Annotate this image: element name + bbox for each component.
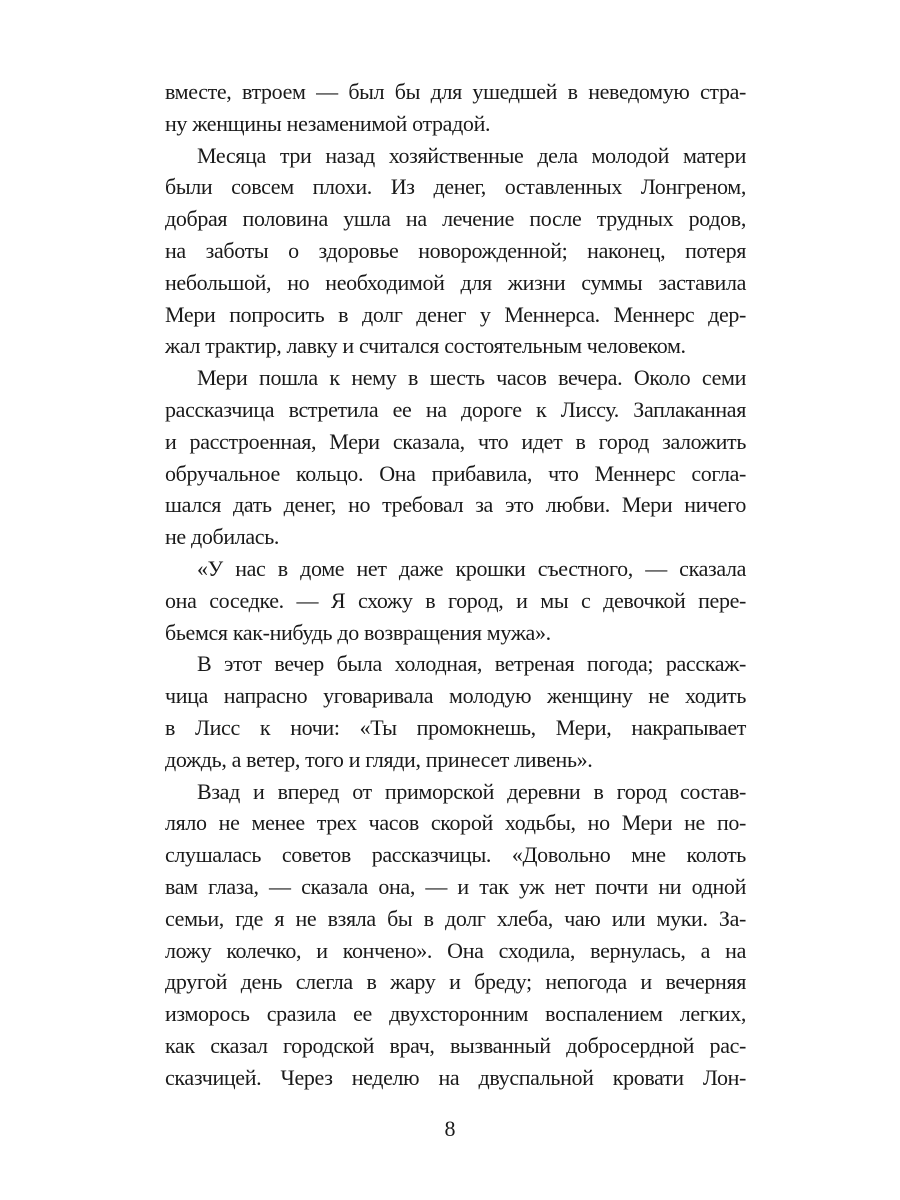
text-line: «У нас в доме нет даже крошки съестного, — сказала	[197, 555, 746, 581]
text-line: Взад и вперед от приморской деревни в город состав-	[197, 778, 746, 804]
text-line: ну женщины незаменимой отрадой.	[165, 110, 491, 136]
text-line: как сказал городской врач, вызванный добросердной рас-	[165, 1032, 746, 1058]
text-line: Мери попросить в долг денег у Меннерса. Меннерс дер-	[165, 301, 746, 327]
text-line: небольшой, но необходимой для жизни суммы заставила	[165, 269, 746, 295]
text-line: добрая половина ушла на лечение после трудных родов,	[165, 206, 746, 232]
page-number: 8	[444, 1116, 456, 1141]
text-line: слушалась советов рассказчицы. «Довольно мне колоть	[165, 842, 746, 868]
text-line: чица напрасно уговаривала молодую женщину не ходить	[165, 683, 746, 709]
text-line: дождь, а ветер, того и гляди, принесет ливень».	[165, 746, 593, 772]
text-line: в Лисс к ночи: «Ты промокнешь, Мери, накрапывает	[165, 714, 746, 740]
text-line: не добилась.	[165, 524, 280, 550]
text-line: вам глаза, — сказала она, — и так уж нет почти ни одной	[165, 873, 746, 899]
text-line: были совсем плохи. Из денег, оставленных Лонгреном,	[165, 174, 746, 200]
text-line: жал трактир, лавку и считался состоятельным человеком.	[165, 333, 686, 359]
text-line: Мери пошла к нему в шесть часов вечера. Около семи	[197, 365, 746, 391]
text-line: вместе, втроем — был бы для ушедшей в неведомую стра-	[165, 79, 746, 104]
text-line: ляло не менее трех часов скорой ходьбы, но Мери не по-	[165, 810, 746, 836]
text-line: и расстроенная, Мери сказала, что идет в город заложить	[165, 428, 746, 454]
text-line: ложу колечко, и кончено». Она сходила, вернулась, а на	[165, 937, 746, 963]
body-text	[165, 76, 746, 1094]
text-line: изморось сразила ее двухсторонним воспалением легких,	[165, 1001, 746, 1027]
text-line: В этот вечер была холодная, ветреная погода; расскаж-	[197, 651, 746, 677]
text-line: бьемся как-нибудь до возвращения мужа».	[165, 619, 551, 645]
text-line: семьи, где я не взяла бы в долг хлеба, чаю или муки. За-	[165, 905, 746, 931]
text-line: другой день слегла в жару и бреду; непогода и вечерняя	[165, 969, 746, 995]
text-line: обручальное кольцо. Она прибавила, что Меннерс согла-	[165, 460, 746, 486]
text-line: Месяца три назад хозяйственные дела молодой матери	[197, 142, 746, 168]
text-line: на заботы о здоровье новорожденной; наконец, потеря	[165, 237, 746, 263]
text-line: сказчицей. Через неделю на двуспальной кровати Лон-	[165, 1064, 746, 1090]
text-line: рассказчица встретила ее на дороге к Лиссу. Заплаканная	[165, 396, 746, 422]
text-line: шался дать денег, но требовал за это любви. Мери ничего	[165, 492, 746, 518]
text-line: она соседке. — Я схожу в город, и мы с девочкой пере-	[165, 587, 746, 613]
